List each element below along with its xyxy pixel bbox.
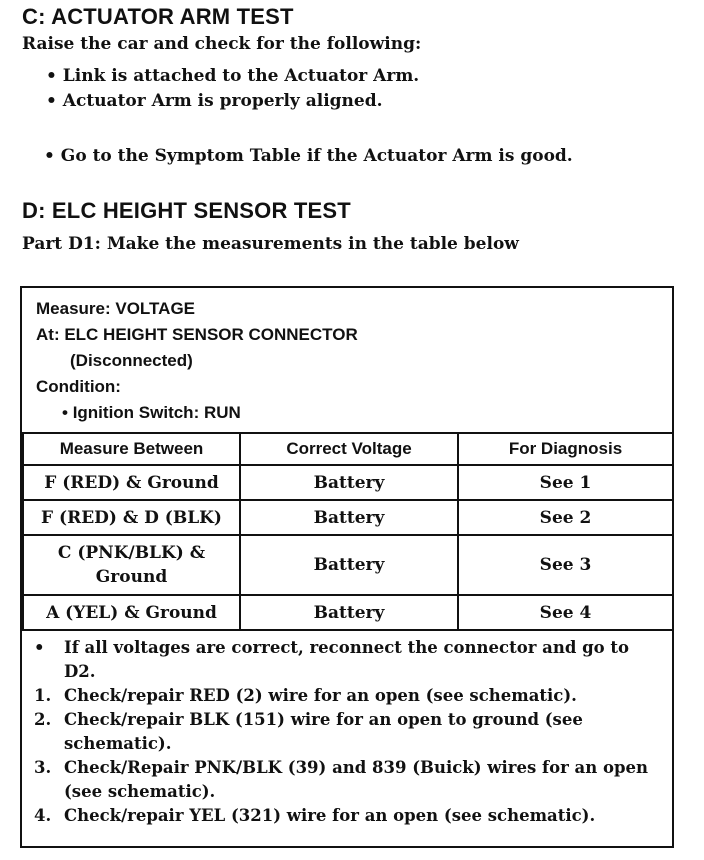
section-d-part: Part D1: Make the measurements in the table below	[22, 234, 519, 254]
note-item	[34, 708, 664, 756]
cell-between: F (RED) & D (BLK)	[23, 500, 240, 535]
header-correct-voltage: Correct Voltage	[240, 433, 458, 465]
note-text: Check/repair YEL (321) wire for an open (see schematic).	[64, 806, 596, 825]
cell-diagnosis: See 4	[458, 595, 673, 630]
check-item	[46, 66, 419, 86]
note-item	[34, 636, 664, 684]
cell-diagnosis: See 3	[458, 535, 673, 595]
bullet-icon: •	[62, 403, 68, 422]
bullet-icon: •	[44, 146, 55, 166]
note-text: Check/repair RED (2) wire for an open (see schematic).	[64, 686, 577, 705]
cell-diagnosis: See 2	[458, 500, 673, 535]
cell-between-line: C (PNK/BLK) &	[57, 543, 206, 563]
section-c-intro: Raise the car and check for the following:	[22, 34, 422, 54]
cell-voltage: Battery	[240, 595, 458, 630]
condition-label: Condition:	[36, 377, 121, 396]
cell-between: A (YEL) & Ground	[23, 595, 240, 630]
note-marker: 3.	[34, 758, 52, 777]
note-marker: 1.	[34, 686, 52, 705]
bullet-icon: •	[46, 66, 57, 86]
measurement-box	[20, 286, 674, 848]
disconnected-label: (Disconnected)	[70, 351, 193, 370]
cell-between-line: Ground	[95, 567, 168, 587]
cell-between	[23, 535, 240, 595]
note-item	[34, 684, 664, 708]
table-row	[23, 595, 673, 630]
note-marker: •	[34, 638, 45, 657]
ignition-condition	[36, 400, 358, 426]
cell-voltage: Battery	[240, 535, 458, 595]
note-item	[34, 804, 664, 828]
note-marker: 2.	[34, 710, 52, 729]
measure-conditions	[36, 296, 358, 426]
note-marker: 4.	[34, 806, 52, 825]
ignition-text: Ignition Switch: RUN	[72, 403, 241, 422]
check-text: Actuator Arm is properly aligned.	[62, 91, 383, 111]
measure-label: Measure: VOLTAGE	[36, 299, 196, 318]
goto-item	[44, 146, 573, 166]
table-row	[23, 500, 673, 535]
cell-voltage: Battery	[240, 500, 458, 535]
section-c-heading: C: ACTUATOR ARM TEST	[22, 4, 294, 29]
table-row	[23, 535, 673, 595]
note-text: Check/Repair PNK/BLK (39) and 839 (Buick) wires for an open (see schematic).	[64, 758, 648, 801]
table-header-row	[23, 433, 673, 465]
voltage-table	[22, 432, 674, 631]
at-label: At: ELC HEIGHT SENSOR CONNECTOR	[36, 325, 358, 344]
header-measure-between: Measure Between	[23, 433, 240, 465]
note-text: If all voltages are correct, reconnect the connector and go to D2.	[64, 638, 630, 681]
check-item	[46, 91, 383, 111]
note-item	[34, 756, 664, 804]
section-d-heading: D: ELC HEIGHT SENSOR TEST	[22, 198, 351, 223]
header-for-diagnosis: For Diagnosis	[458, 433, 673, 465]
table-row	[23, 465, 673, 500]
cell-diagnosis: See 1	[458, 465, 673, 500]
cell-voltage: Battery	[240, 465, 458, 500]
check-text: Link is attached to the Actuator Arm.	[62, 66, 420, 86]
goto-text: Go to the Symptom Table if the Actuator Arm is good.	[60, 146, 573, 166]
note-text: Check/repair BLK (151) wire for an open to ground (see schematic).	[64, 710, 583, 753]
cell-between: F (RED) & Ground	[23, 465, 240, 500]
diagnosis-notes	[34, 636, 664, 828]
bullet-icon: •	[46, 91, 57, 111]
